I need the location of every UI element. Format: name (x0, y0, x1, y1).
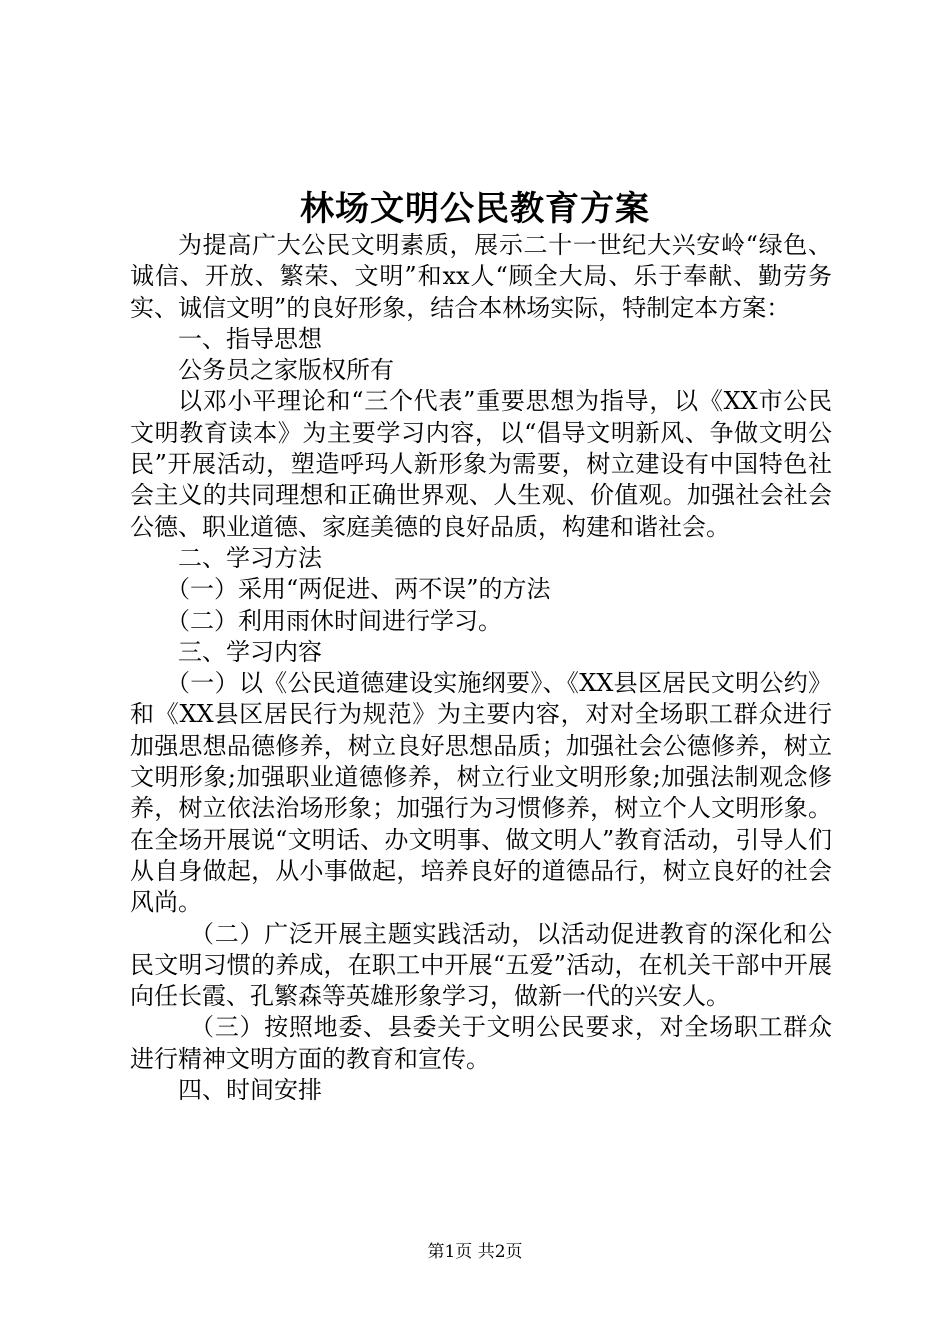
page-number-footer: 第1页 共2页 (427, 1242, 523, 1262)
section-heading-schedule: 四、时间安排 (178, 1076, 322, 1105)
document-title: 林场文明公民教育方案 (300, 189, 650, 229)
copyright-note: 公务员之家版权所有 (178, 356, 394, 385)
study-content-item-2: （二）广泛开展主题实践活动，以活动促进教育的深化和公民文明习惯的养成，在职工中开展“五爱”活动，在机关干部中开展向任长霞、孔繁森等英雄形象学习，做新一代的兴安人。 (130, 919, 832, 1011)
section-heading-study-content: 三、学习内容 (178, 637, 322, 666)
study-content-item-3: （三）按照地委、县委关于文明公民要求，对全场职工群众进行精神文明方面的教育和宣传。 (130, 1013, 832, 1073)
section-heading-guiding-ideology: 一、指导思想 (178, 324, 322, 353)
section-heading-study-method: 二、学习方法 (178, 543, 322, 572)
study-content-item-1: （一）以《公民道德建设实施纲要》、《XX县区居民文明公约》和《XX县区居民行为规范》为主要内容，对对全场职工群众进行加强思想品德修养，树立良好思想品质；加强社会公德修养，树立文明形象;加强职业道德修养，树立行业文明形象;加强法制观念修养，树立依法治场形象；加强行为习惯修养，树立个人文明形象。在全场开展说“文明话、办文明事、做文明人”教育活动，引导人们从自身做起，从小事做起，培养良好的道德品行，树立良好的社会风尚。 (130, 669, 832, 917)
study-method-item-1: （一）采用“两促进、两不误”的方法 (166, 575, 551, 604)
guiding-ideology-paragraph: 以邓小平理论和“三个代表”重要思想为指导，以《XX市公民文明教育读本》为主要学习内容，以“倡导文明新风、争做文明公民”开展活动，塑造呼玛人新形象为需要，树立建设有中国特色社会主义的共同理想和正确世界观、人生观、价值观。加强社会社会公德、职业道德、家庭美德的良好品质，构建和谐社会。 (130, 387, 832, 541)
intro-paragraph: 为提高广大公民文明素质，展示二十一世纪大兴安岭“绿色、诚信、开放、繁荣、文明”和xx人“顾全大局、乐于奉献、勤劳务实、诚信文明”的良好形象，结合本林场实际，特制定本方案： (130, 231, 832, 322)
document-body (130, 230, 832, 1106)
study-method-item-2: （二）利用雨休时间进行学习。 (166, 606, 502, 635)
